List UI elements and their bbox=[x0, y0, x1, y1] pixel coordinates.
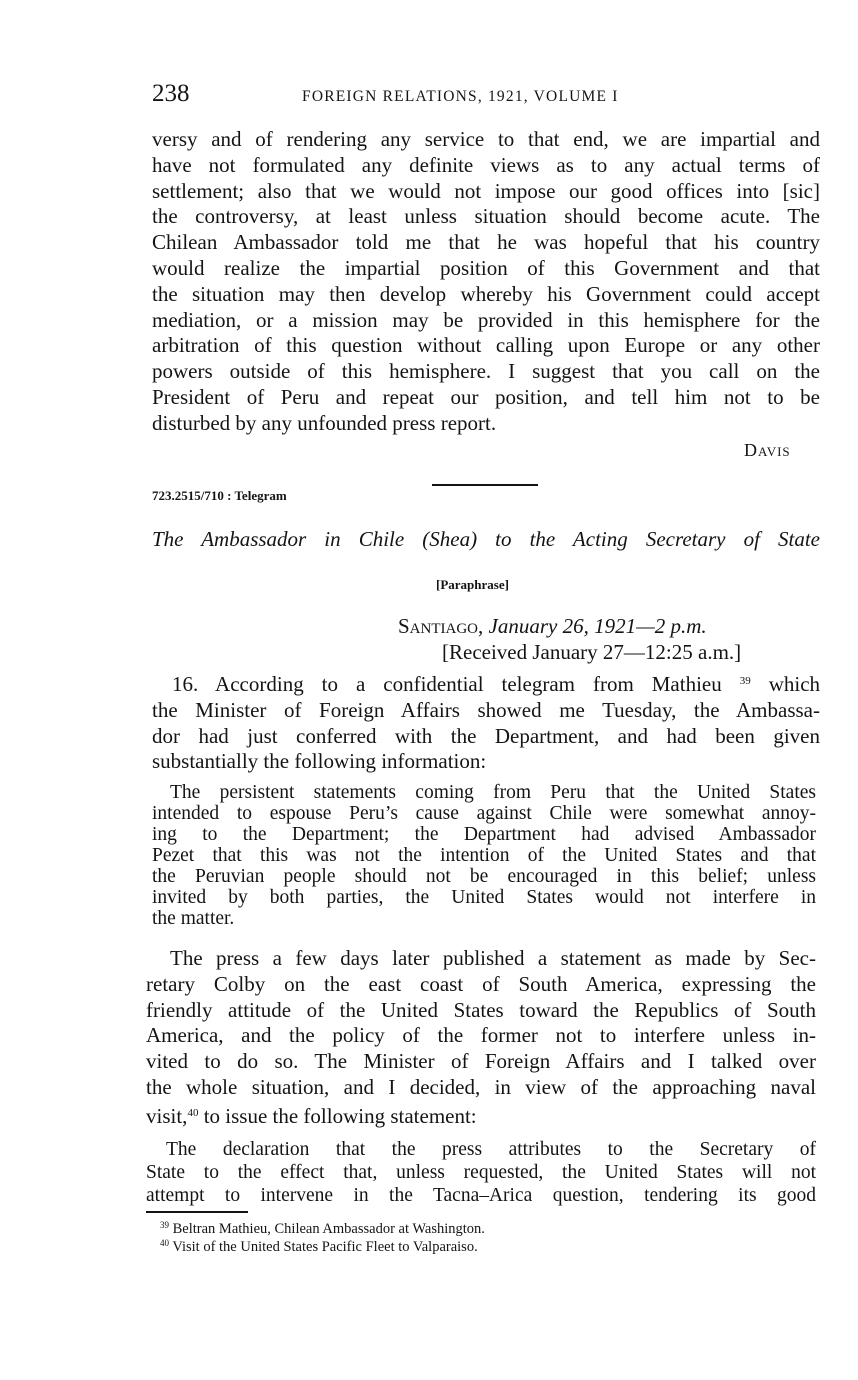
text-line: the whole situation, and I decided, in view of the approaching naval bbox=[146, 1074, 816, 1099]
text-line bbox=[146, 1101, 816, 1130]
body-paragraph-1 bbox=[152, 669, 820, 775]
page-number: 238 bbox=[152, 80, 190, 107]
text-line: would realize the impartial position of this Government and that bbox=[152, 255, 820, 280]
text-line bbox=[152, 669, 820, 698]
text-line: ing to the Department; the Department had advised Ambassador bbox=[152, 824, 816, 845]
text-line: invited by both parties, the United States would not interfere in bbox=[152, 887, 816, 908]
text-line: intended to espouse Peru’s cause against Chile were somewhat annoy- bbox=[152, 803, 816, 824]
text-line: America, and the policy of the former not to interfere unless in- bbox=[146, 1023, 816, 1048]
text-line: versy and of rendering any service to that end, we are impartial and bbox=[152, 127, 820, 151]
text-line: The press a few days later published a statement as made by Sec- bbox=[170, 946, 816, 970]
footnote-mark: 39 bbox=[160, 1220, 169, 1230]
footnote-text: Visit of the United States Pacific Fleet to Valparaiso. bbox=[172, 1239, 478, 1255]
paraphrase-note: [Paraphrase] bbox=[436, 577, 509, 592]
file-reference: 723.2515/710 : Telegram bbox=[152, 488, 287, 503]
text-line: powers outside of this hemisphere. I suggest that you call on the bbox=[152, 359, 820, 384]
text-run: which bbox=[768, 672, 821, 696]
section-divider bbox=[432, 484, 538, 486]
text-line: Pezet that this was not the intention of the United States and that bbox=[152, 845, 816, 866]
text-line: The persistent statements coming from Peru that the United States bbox=[170, 782, 816, 803]
text-run: visit, bbox=[146, 1103, 188, 1128]
text-line: substantially the following information: bbox=[152, 749, 487, 774]
text-line: the Peruvian people should not be encouraged in this belief; unless bbox=[152, 866, 816, 887]
text-run: to issue the following statement: bbox=[203, 1103, 477, 1128]
text-line: have not formulated any definite views as to any actual terms of bbox=[152, 152, 820, 177]
text-line: the controversy, at least unless situation should become acute. The bbox=[152, 204, 820, 229]
text-run: 16. According to a confidential telegram from Mathieu bbox=[172, 672, 722, 696]
footnote-ref-39: 39 bbox=[739, 675, 751, 687]
text-line: disturbed by any unfounded press report. bbox=[152, 410, 497, 435]
text-line: State to the effect that, unless requested, the United States will not bbox=[146, 1162, 816, 1183]
quoted-statement-2 bbox=[146, 1138, 816, 1207]
text-line: dor had just conferred with the Department, and had been given bbox=[152, 723, 820, 748]
page-header bbox=[152, 80, 820, 110]
text-line: attempt to intervene in the Tacna–Arica question, tendering its good bbox=[146, 1185, 816, 1206]
text-line: retary Colby on the east coast of South America, expressing the bbox=[146, 971, 816, 996]
dateline-place: Santiago, bbox=[398, 614, 484, 638]
body-paragraph-2 bbox=[146, 946, 816, 1130]
text-line: the situation may then develop whereby his Government could accept bbox=[152, 281, 820, 306]
text-line: Chilean Ambassador told me that he was hopeful that his country bbox=[152, 230, 820, 255]
text-line: friendly attitude of the United States toward the Republics of South bbox=[146, 997, 816, 1022]
text-line: The declaration that the press attributes to the Secretary of bbox=[166, 1139, 816, 1160]
text-line: vited to do so. The Minister of Foreign Affairs and I talked over bbox=[146, 1049, 816, 1074]
dateline bbox=[398, 614, 707, 639]
running-head: FOREIGN RELATIONS, 1921, VOLUME I bbox=[302, 88, 619, 105]
footnote-mark: 40 bbox=[160, 1238, 169, 1248]
text-line: the Minister of Foreign Affairs showed me Tuesday, the Ambassa- bbox=[152, 697, 820, 722]
document-title: The Ambassador in Chile (Shea) to the Acting Secretary of State bbox=[152, 527, 820, 551]
footnote-ref-40: 40 bbox=[187, 1106, 199, 1119]
text-line: settlement; also that we would not impose our good offices into [sic] bbox=[152, 178, 820, 203]
footnote-text: Beltran Mathieu, Chilean Ambassador at Washington. bbox=[172, 1221, 485, 1237]
received-note: [Received January 27—12:25 a.m.] bbox=[442, 640, 742, 664]
continuation-paragraph bbox=[152, 127, 820, 437]
footnote-40 bbox=[160, 1238, 478, 1256]
text-line: President of Peru and repeat our position, and tell him not to be bbox=[152, 384, 820, 409]
signature: Davis bbox=[744, 440, 791, 460]
text-line: arbitration of this question without calling upon Europe or any other bbox=[152, 333, 820, 358]
text-line: the matter. bbox=[152, 908, 235, 929]
quoted-statement-1 bbox=[152, 782, 816, 929]
text-line: mediation, or a mission may be provided in this hemisphere for the bbox=[152, 307, 820, 332]
dateline-date: January 26, 1921—2 p.m. bbox=[488, 614, 707, 638]
footnote-divider bbox=[146, 1211, 248, 1213]
footnote-39 bbox=[160, 1220, 485, 1238]
